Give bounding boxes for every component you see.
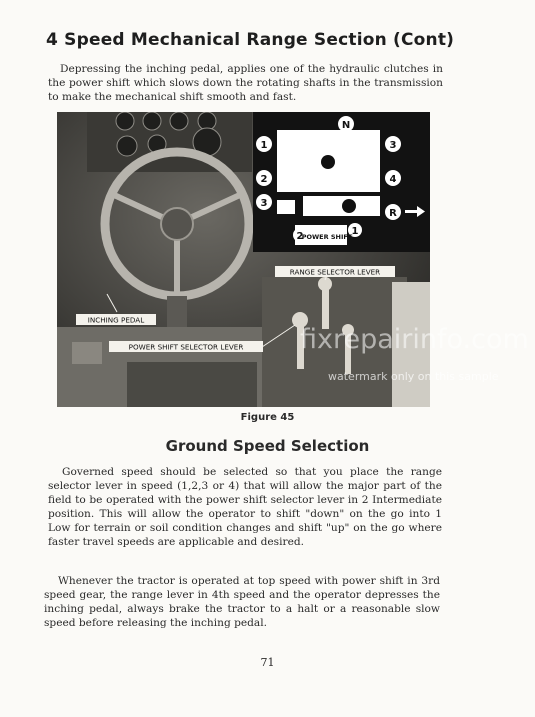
section-heading: Ground Speed Selection bbox=[165, 437, 370, 455]
gear-label-4-right: 4 bbox=[389, 174, 397, 185]
power-shift-panel-label: POWER SHIFT bbox=[301, 233, 353, 241]
gear-label-3-right: 3 bbox=[389, 140, 397, 151]
range-panel-label: RANGE bbox=[313, 186, 341, 194]
gear-label-1-left: 1 bbox=[260, 140, 268, 151]
figure-caption: Figure 45 bbox=[240, 412, 295, 423]
callout-inching-pedal: INCHING PEDAL bbox=[87, 315, 145, 325]
page-heading: 4 Speed Mechanical Range Section (Cont) bbox=[46, 30, 455, 50]
tractor-cab-illustration bbox=[57, 112, 430, 407]
callout-range-selector-lever: RANGE SELECTOR LEVER bbox=[289, 267, 381, 277]
figure-photo bbox=[57, 112, 430, 407]
power-shift-label-1: 1 bbox=[351, 226, 359, 237]
power-shift-label-2: 2 bbox=[296, 231, 304, 242]
watermark-site: fixrepairinfo.com bbox=[300, 324, 529, 355]
watermark-note: watermark only on this sample bbox=[328, 370, 499, 383]
section-paragraph-2: Whenever the tractor is operated at top speed with power shift in 3rd speed gear, the range lever in 4th speed and the operator depresses the inching pedal, always brake the tractor to a halt or a reasonable slow speed before releasing the inching pedal. bbox=[44, 575, 440, 629]
section-paragraph-1: Governed speed should be selected so that you place the range selector lever in speed (1,2,3 or 4) that will allow the major part of the field to be operated with the power shift selector lever in 2 Intermediate position. This will allow the operator to shift "down" on the go into 1 Low for terrain or soil condition changes and shift "up" on the go where faster travel speeds are applicable and desired. bbox=[48, 466, 442, 548]
gear-label-reverse: R bbox=[389, 208, 397, 219]
page-number: 71 bbox=[260, 656, 275, 669]
gear-label-2-left: 2 bbox=[260, 174, 268, 185]
intro-paragraph: Depressing the inching pedal, applies one of the hydraulic clutches in the power shift which slows down the rotating shafts in the transmission to make the mechanical shift smooth and fast. bbox=[48, 63, 443, 103]
gear-label-3-left: 3 bbox=[260, 198, 268, 209]
gear-label-neutral: N bbox=[341, 120, 351, 131]
callout-power-shift-selector-lever: POWER SHIFT SELECTOR LEVER bbox=[128, 342, 244, 352]
